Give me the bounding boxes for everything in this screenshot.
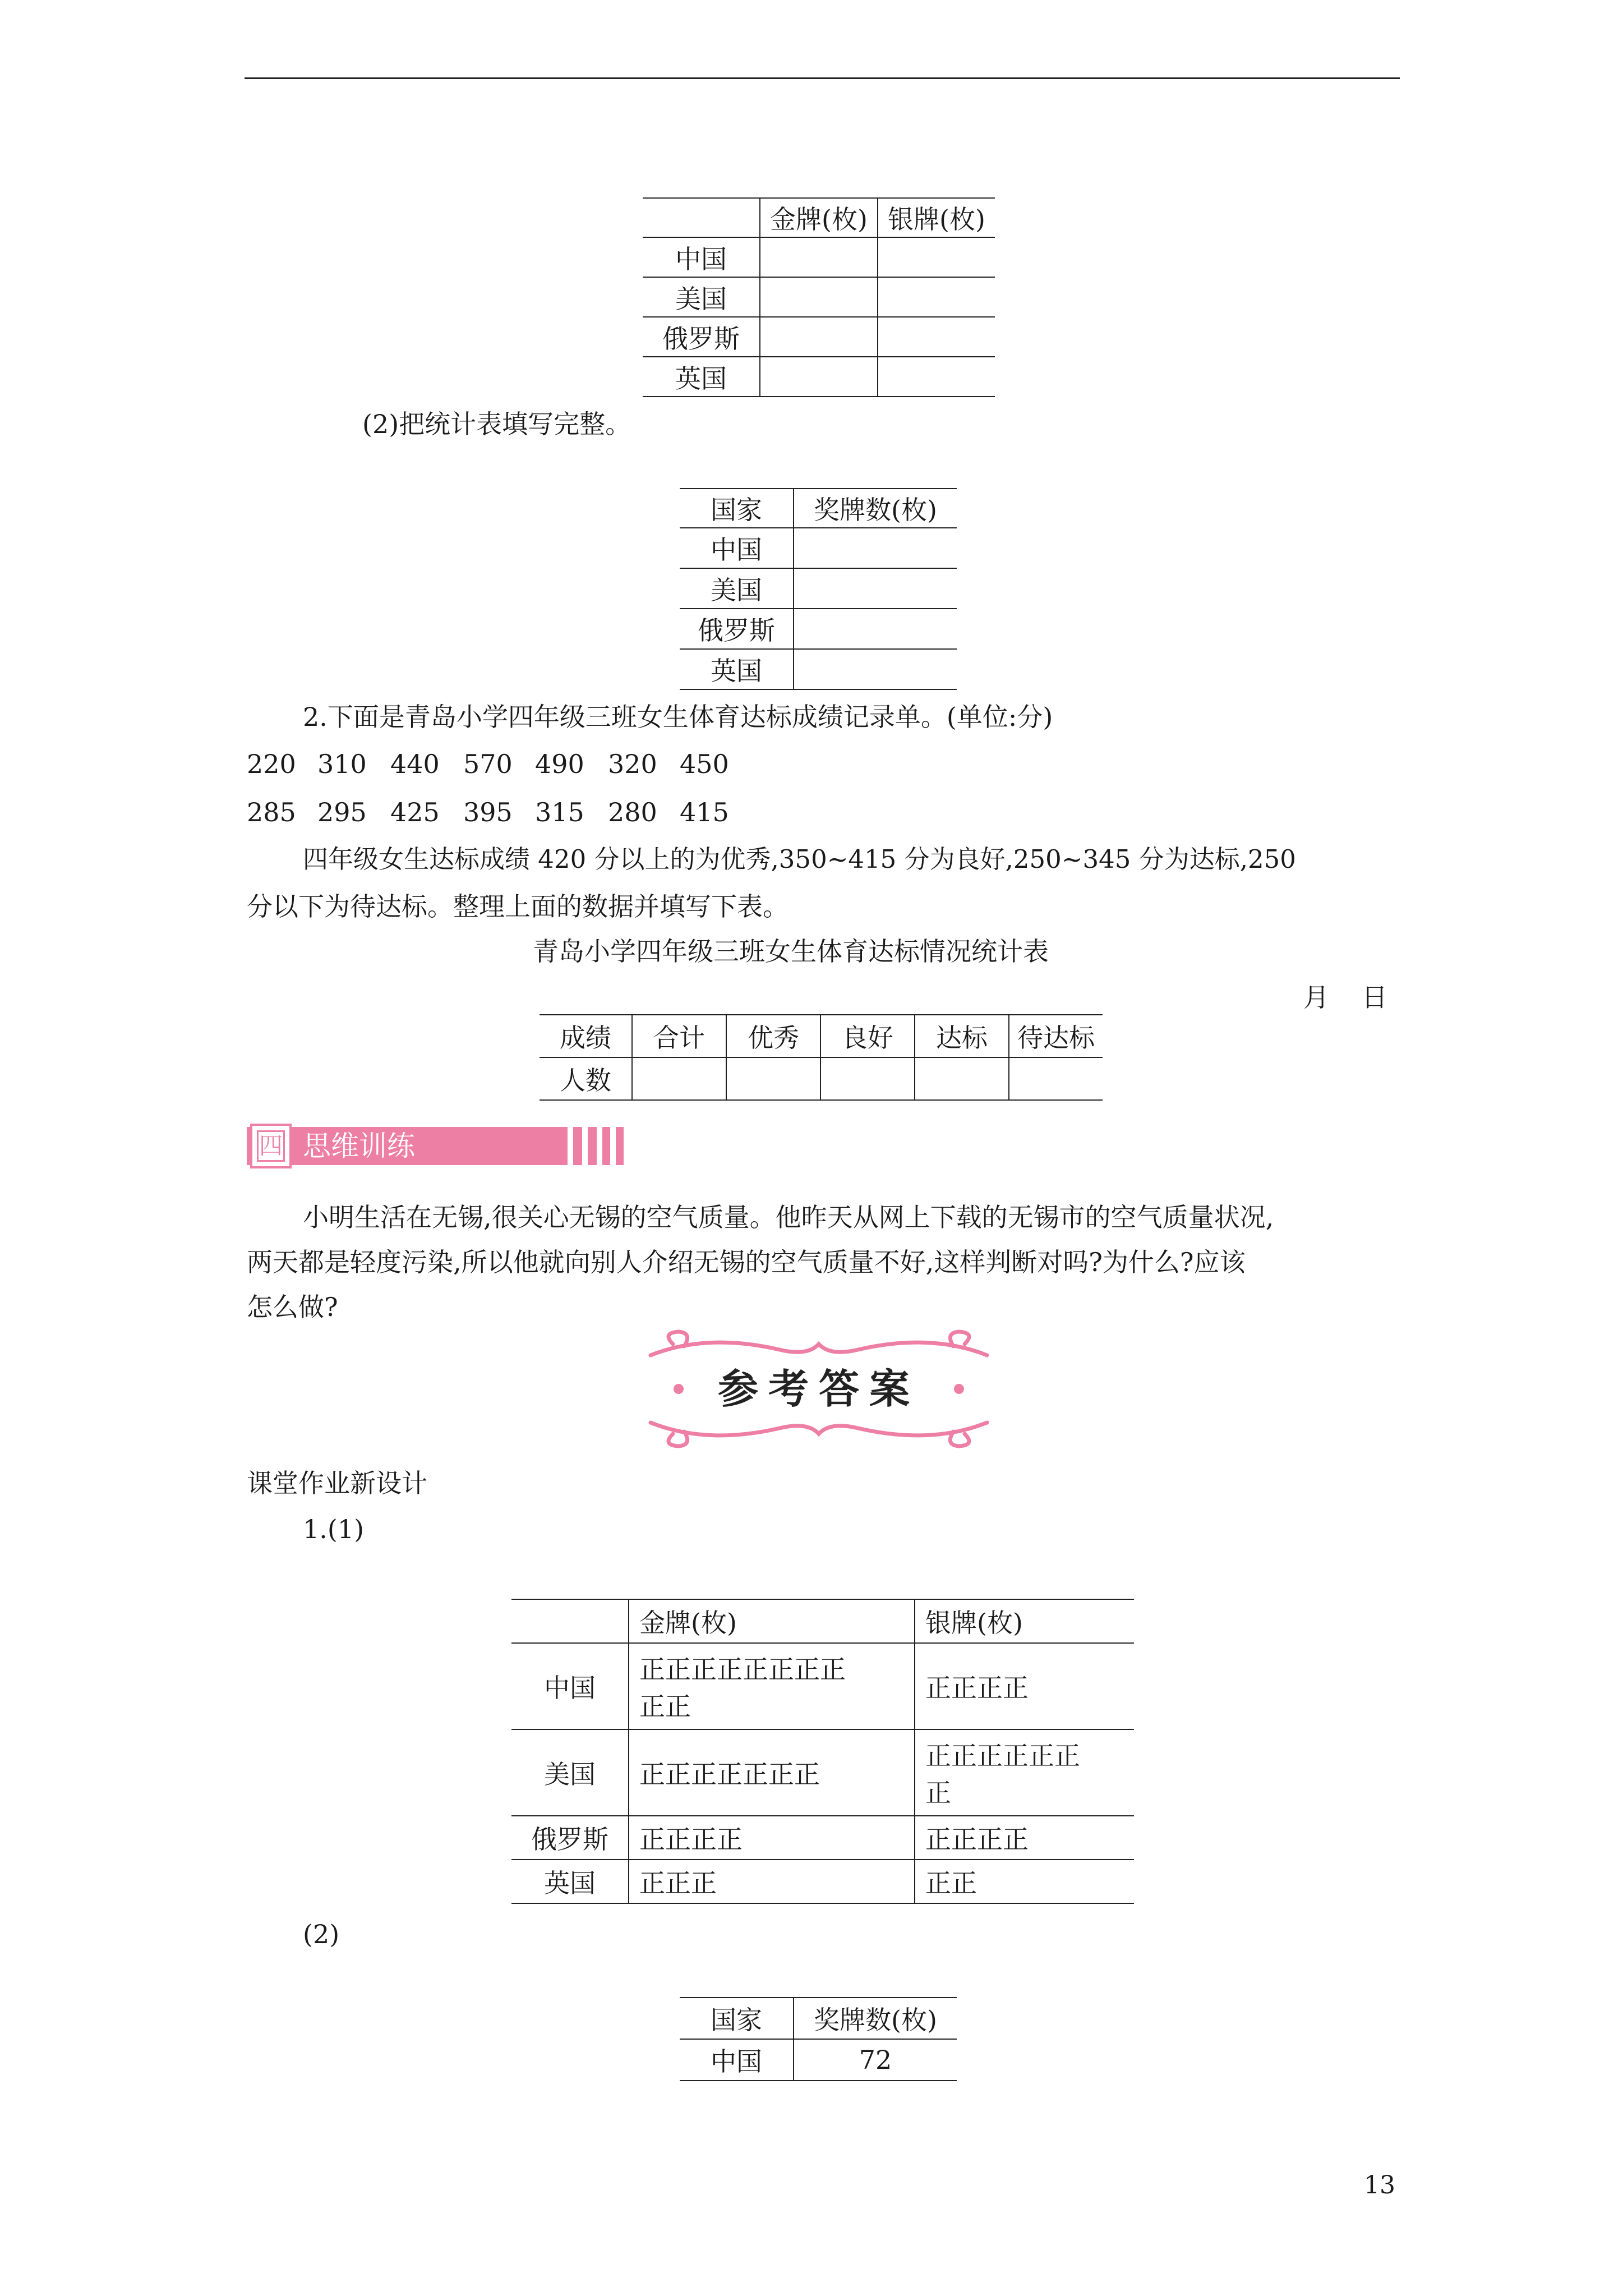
tally-cell (629, 1816, 915, 1860)
table-header-cell: 良好 (820, 1015, 915, 1057)
empty-cell (794, 649, 957, 689)
tally-marks: 正正正正正正 (925, 1741, 1080, 1771)
section-title: 思维训练 (303, 1130, 415, 1162)
table-title: 青岛小学四年级三班女生体育达标情况统计表 (533, 936, 1049, 967)
row-label: 俄罗斯 (511, 1816, 629, 1860)
answer-total-table (680, 1997, 957, 2081)
tally-cell (629, 1643, 915, 1729)
tally-table-blank (643, 197, 995, 397)
tally-cell (915, 1729, 1134, 1816)
section-number: 四 (257, 1130, 285, 1162)
empty-cell (760, 237, 878, 277)
table-header-cell: 金牌(枚) (629, 1599, 915, 1643)
empty-cell (760, 357, 878, 397)
tally-cell (915, 1860, 1134, 1903)
empty-cell (632, 1057, 726, 1100)
section-4-line-3: 怎么做? (247, 1292, 338, 1322)
tally-marks: 正正正 (639, 1868, 717, 1898)
row-label: 中国 (680, 528, 794, 568)
tally-marks: 正正正正 (925, 1673, 1029, 1703)
row-label: 中国 (643, 237, 760, 277)
score-value: 490 (535, 749, 584, 779)
table-header-cell: 成绩 (540, 1015, 632, 1057)
empty-cell (820, 1057, 915, 1100)
empty-cell (760, 317, 878, 357)
score-value: 310 (317, 749, 367, 779)
table-header-cell: 奖牌数(枚) (794, 1998, 957, 2039)
row-label: 美国 (680, 568, 794, 609)
row-label: 英国 (511, 1860, 629, 1903)
empty-cell (794, 609, 957, 649)
score-value: 220 (247, 749, 296, 779)
score-value: 295 (317, 797, 367, 827)
tally-marks: 正正正正 (639, 1824, 743, 1855)
table-header-cell: 国家 (680, 489, 794, 528)
tally-marks: 正正正正正正正 (639, 1759, 820, 1789)
tally-marks: 正正正正 (925, 1824, 1029, 1855)
table-header-cell: 达标 (915, 1015, 1009, 1057)
tally-marks: 正正 (639, 1691, 691, 1722)
row-label: 人数 (540, 1057, 632, 1100)
empty-cell (878, 237, 995, 277)
date-day: 日 (1362, 982, 1387, 1013)
table-header-cell: 奖牌数(枚) (794, 489, 957, 528)
score-value: 425 (390, 797, 440, 827)
table-header-cell: 待达标 (1009, 1015, 1103, 1057)
scores-row-1 (247, 747, 920, 781)
row-label: 中国 (511, 1643, 629, 1729)
table-header-cell: 优秀 (726, 1015, 820, 1057)
criteria-line-2: 分以下为待达标。整理上面的数据并填写下表。 (247, 891, 789, 922)
score-value: 395 (463, 797, 513, 827)
score-value: 450 (680, 749, 729, 779)
empty-cell (760, 277, 878, 317)
section-4-header (247, 1124, 624, 1168)
empty-cell (794, 568, 957, 609)
empty-cell (1009, 1057, 1103, 1100)
score-value: 320 (608, 749, 657, 779)
row-label: 美国 (511, 1729, 629, 1816)
score-value: 315 (535, 797, 584, 827)
answers-q1-part2-label: (2) (303, 1919, 340, 1949)
section-number-box (250, 1124, 292, 1168)
answers-heading: 课堂作业新设计 (247, 1468, 427, 1498)
empty-cell (794, 528, 957, 568)
tally-cell (915, 1816, 1134, 1860)
table-header-cell: 合计 (632, 1015, 726, 1057)
table-header-cell (511, 1599, 629, 1643)
row-label: 美国 (643, 277, 760, 317)
empty-cell (878, 317, 995, 357)
tally-cell (915, 1643, 1134, 1729)
row-label: 俄罗斯 (643, 317, 760, 357)
row-label: 英国 (680, 649, 794, 689)
tally-marks: 正正正正正正正正 (639, 1654, 846, 1685)
row-label: 俄罗斯 (680, 609, 794, 649)
empty-cell (915, 1057, 1009, 1100)
answer-banner (639, 1327, 998, 1451)
table-header-cell: 金牌(枚) (760, 198, 878, 237)
question-2-intro: 2.下面是青岛小学四年级三班女生体育达标成绩记录单。(单位:分) (303, 702, 1053, 732)
fitness-table (540, 1014, 1103, 1101)
tally-cell (629, 1729, 915, 1816)
answer-tally-table (511, 1599, 1134, 1904)
empty-cell (726, 1057, 820, 1100)
empty-cell (878, 277, 995, 317)
answers-q1-label: 1.(1) (303, 1514, 365, 1544)
count-cell: 72 (794, 2039, 957, 2081)
stripes-decoration (562, 1127, 618, 1165)
scores-row-2 (247, 795, 920, 829)
total-table-blank (680, 488, 957, 690)
empty-cell (878, 357, 995, 397)
score-value: 280 (608, 797, 657, 827)
table-header-cell: 银牌(枚) (878, 198, 995, 237)
banner-title: 参考答案 (717, 1365, 920, 1412)
section-4-line-2: 两天都是轻度污染,所以他就向别人介绍无锡的空气质量不好,这样判断对吗?为什么?应该 (247, 1247, 1246, 1277)
score-value: 415 (680, 797, 729, 827)
date-month: 月 (1303, 982, 1329, 1013)
header-rule (245, 77, 1400, 79)
row-label: 中国 (680, 2039, 794, 2081)
row-label: 英国 (643, 357, 760, 397)
score-value: 440 (390, 749, 440, 779)
tally-marks: 正正 (925, 1868, 977, 1898)
section-4-line-1: 小明生活在无锡,很关心无锡的空气质量。他昨天从网上下载的无锡市的空气质量状况, (303, 1202, 1274, 1232)
table-header-cell: 国家 (680, 1998, 794, 2039)
score-value: 285 (247, 797, 296, 827)
tally-cell (629, 1860, 915, 1903)
tally-marks: 正 (925, 1778, 951, 1808)
table-header-cell (643, 198, 760, 237)
criteria-line-1: 四年级女生达标成绩 420 分以上的为优秀,350~415 分为良好,250~345 分为达标,250 (303, 844, 1296, 874)
score-value: 570 (463, 749, 513, 779)
question-1-part-2: (2)把统计表填写完整。 (362, 409, 631, 439)
table-header-cell: 银牌(枚) (915, 1599, 1134, 1643)
page-number: 13 (1364, 2171, 1395, 2200)
